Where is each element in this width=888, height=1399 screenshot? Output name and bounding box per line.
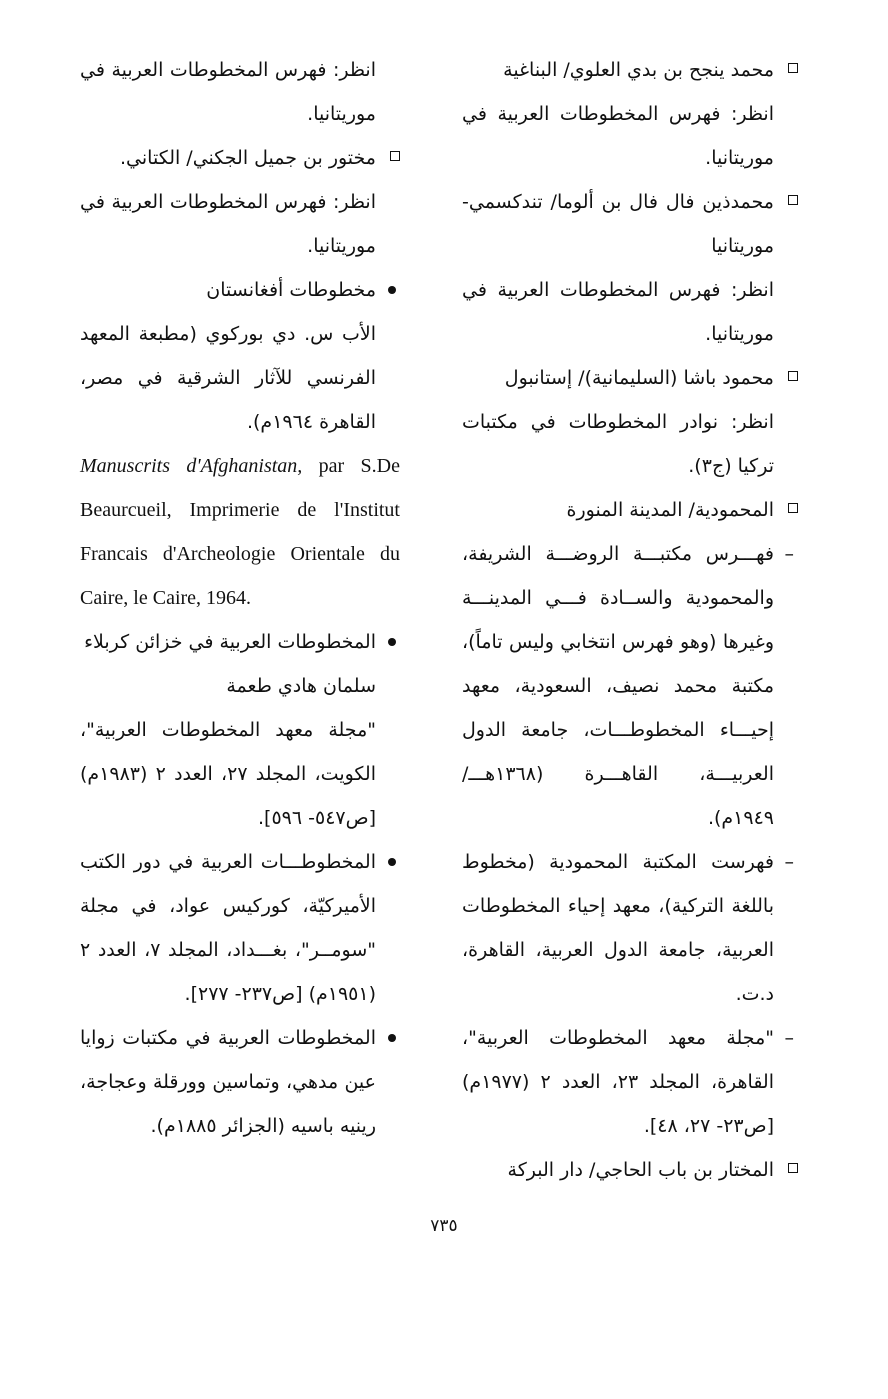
checkbox-square-icon (788, 195, 798, 205)
left-column (80, 48, 400, 1148)
see-also-reference: انظر: فهرس المخطوطات العربية في موريتانيا. (462, 279, 774, 345)
entry-author: سلمان هادي طعمة (226, 675, 376, 697)
see-also-reference: انظر: فهرس المخطوطات العربية في موريتانيا. (462, 103, 774, 169)
catalog-description: فهـــرس مكتبـــة الروضـــة الشريفة، والمحمودية والســادة فـــي المدينـــة وغيرها (وهو فهرس انتخابي وليس تاماً)، مكتبة محمد نصيف، السعودية، معهد إحيـــاء المخطوطـــات، جامعة الدول العربيـــة، القاهـــرة (١٣٦٨هـــ/ ١٩٤٩م). (462, 543, 774, 829)
list-item (80, 840, 400, 1016)
list-item (80, 136, 400, 180)
entry-title: مختور بن جميل الجكني/ الكتاني. (120, 147, 376, 169)
entry-title: المحمودية/ المدينة المنورة (566, 499, 774, 521)
checkbox-square-icon (788, 371, 798, 381)
dash-bullet-icon: – (784, 851, 794, 873)
see-also-reference: انظر: فهرس المخطوطات العربية في موريتانيا. (80, 59, 376, 125)
bullet-dot-icon (388, 638, 396, 646)
entry-title: مخطوطات أفغانستان (206, 279, 376, 301)
catalog-description: "مجلة معهد المخطوطات العربية"، القاهرة، المجلد ٢٣، العدد ٢ (١٩٧٧م) [ص٢٣- ٢٧، ٤٨]. (462, 1027, 775, 1137)
latin-details: par S.De Beaurcueil, Imprimerie de l'Institut Francais d'Archeologie Orientale du Caire, le Caire, 1964. (80, 455, 401, 609)
entry-description: المخطوطات العربية في مكتبات زوايا عين مدهي، وتماسين وورقلة وعجاجة، رينيه باسيه (الجزائر ١٨٨٥م). (80, 1027, 376, 1137)
bullet-dot-icon (388, 858, 396, 866)
dash-bullet-icon: – (784, 1027, 794, 1049)
checkbox-square-icon (390, 151, 400, 161)
entry-title: المختار بن باب الحاجي/ دار البركة (507, 1159, 774, 1181)
entry-title: المخطوطات العربية في خزائن كربلاء (84, 631, 376, 653)
latin-title: Manuscrits d'Afghanistan, (80, 455, 303, 477)
list-item (80, 1016, 400, 1148)
page-number: ٧٣٥ (430, 1216, 458, 1236)
checkbox-square-icon (788, 63, 798, 73)
list-item (462, 488, 798, 532)
list-item (462, 532, 798, 840)
see-also-reference: انظر: فهرس المخطوطات العربية في موريتانيا. (80, 191, 376, 257)
bullet-dot-icon (388, 1034, 396, 1042)
entry-description: المخطوطـــات العربية في دور الكتب الأميركيّة، كوركيس عواد، في مجلة "سومــر"، بغـــداد، المجلد ٧، العدد ٢ (١٩٥١م) [ص٢٣٧- ٢٧٧]. (80, 851, 376, 1005)
latin-reference (80, 444, 400, 620)
entry-title: محمد ينجح بن بدي العلوي/ البناغية (503, 59, 774, 81)
list-item (462, 1148, 798, 1192)
see-also-reference: انظر: نوادر المخطوطات في مكتبات تركيا (ج٣). (462, 411, 774, 477)
checkbox-square-icon (788, 503, 798, 513)
list-item (80, 268, 400, 312)
list-item (462, 48, 798, 92)
list-item (462, 180, 798, 268)
list-item (462, 840, 798, 1016)
dash-bullet-icon: – (784, 543, 794, 565)
list-item (462, 1016, 798, 1148)
checkbox-square-icon (788, 1163, 798, 1173)
catalog-description: فهرست المكتبة المحمودية (مخطوط باللغة التركية)، معهد إحياء المخطوطات العربية، جامعة الدول العربية، القاهرة، د.ت. (462, 851, 774, 1005)
entry-title: محمود باشا (السليمانية)/ إستانبول (504, 367, 774, 389)
list-item (80, 620, 400, 664)
entry-description: الأب س. دي بوركوي (مطبعة المعهد الفرنسي للآثار الشرقية في مصر، القاهرة ١٩٦٤م). (80, 323, 376, 433)
right-column (462, 48, 798, 1192)
list-item (462, 356, 798, 400)
bullet-dot-icon (388, 286, 396, 294)
entry-title: محمدذين فال فال بن ألوما/ تندكسمي- موريتانيا (462, 191, 774, 257)
entry-description: "مجلة معهد المخطوطات العربية"، الكويت، المجلد ٢٧، العدد ٢ (١٩٨٣م) [ص٥٤٧- ٥٩٦]. (80, 719, 376, 829)
